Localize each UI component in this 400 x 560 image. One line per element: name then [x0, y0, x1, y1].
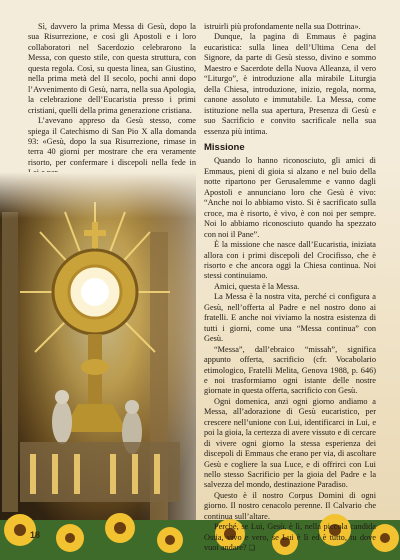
- paragraph-text: Perché, se Lui, Gesù, è lì, nella piccola candida Ostia, vivo e vero, se Lui è lì ed è tutto, tu dove vuoi andare?: [204, 522, 376, 553]
- paragraph: La Messa è la nostra vita, perché ci configura a Gesù, nell’offerta al Padre e nel nostro dono ai fratelli. E anche noi viviamo la nostra esistenza di tutti i giorni, come una “Messa continua” con Gesù.: [204, 292, 376, 344]
- paragraph: Sì, davvero la prima Messa di Gesù, dopo la sua Risurrezione, e così gli Apostoli e i loro collaboratori nel Sacerdozio celebrarono la Messa, con questo stile, con questa struttura, con questa regola. Così, su questa linea, san Giustino, nella prima metà del II secolo, pochi anni dopo l’Avvenimento di Gesù, narra, nella sua Apologia, la celebrazione dell’Eucaristia presso i primi cristiani, quelli della prima generazione cristiana.: [28, 22, 196, 115]
- page-number: 18: [30, 530, 41, 540]
- paragraph: “Messa”, dall’ebraico “missah”, significa appunto offerta, sacrificio (cfr. Vocabolario etimologico, Fratelli Melita, Genova 1988, p. 646) e noi trasformiamo ogni istante delle nostre giornate in questa offerta, sacrificio con Gesù.: [204, 344, 376, 396]
- paragraph: Questo è il nostro Corpus Domini di ogni giorno. Il nostro cenacolo perenne. Il Calvario che continua sull’altare.: [204, 490, 376, 521]
- closing-paragraph: [204, 522, 376, 553]
- right-text-column: [204, 22, 376, 554]
- paragraph: Dunque, la pagina di Emmaus è pagina eucaristica: sulla linea dell’Ultima Cena del Signore, da parte di Gesù stesso, divino e sommo Maestro e Sacerdote della Nuova Alleanza, il vero “Liturgo”, è introduzione alla mirabile Liturgia della Chiesa, introduzione, inizio, regola, norma, canone assoluto e immutabile. La Messa, come istituzione nella sua apertura, Presenza di Gesù e suo Sacrificio e convito sacrificale nella sua essenza più intima.: [204, 32, 376, 136]
- section-title: Missione: [204, 141, 245, 153]
- end-mark-icon: ❑: [248, 544, 255, 553]
- left-text-column: [28, 22, 196, 179]
- paragraph: L’avevano appreso da Gesù stesso, come spiega il Catechismo di San Pio X alla domanda 93: «Gesù, dopo la sua Risurrezione, rimase in terra 40 giorni per mostrare che era veramente risorto, per confermare i discepoli nella fede in: [28, 116, 196, 167]
- paragraph: Quando lo hanno riconosciuto, gli amici di Emmaus, pieni di gioia si alzano e nel buio della notte ripartono per Gerusalemme e vanno dagli Apostoli e annunciano loro che Gesù è vivo: “Anche noi lo abbiamo visto. Si è sacrificato sulla croce, ma è risorto, è vivo, è con noi per sempre. Noi lo abbiamo riconosciuto quando ha spezzato con noi il Pane”.: [204, 156, 376, 239]
- paragraph: Amici, questa è la Messa.: [214, 281, 300, 291]
- paragraph: È la missione che nasce dall’Eucaristia, iniziata allora con i primi discepoli del Crocifisso, che è risorto e che ancora oggi la Chiesa continua. Noi stessi continuiamo.: [204, 240, 376, 281]
- paragraph: istruirli più profondamente nella sua Dottrina».: [204, 22, 361, 31]
- paragraph: Ogni domenica, anzi ogni giorno andiamo a Messa, all’adorazione di Gesù eucaristico, per crescere nell’unione con Lui, identificarci in Lui, e poi la gioia, la certezza di avere vissuto e di cercare di vivere ogni giorno la stessa esperienza dei discepoli di Emmaus che erano per via, di ascoltare Gesù e cogliere la sua Luce, e di offrirci con Lui nello stesso Sacrificio per la gioia del Padre e la salvezza del mondo, destinazione Paradiso.: [204, 396, 376, 490]
